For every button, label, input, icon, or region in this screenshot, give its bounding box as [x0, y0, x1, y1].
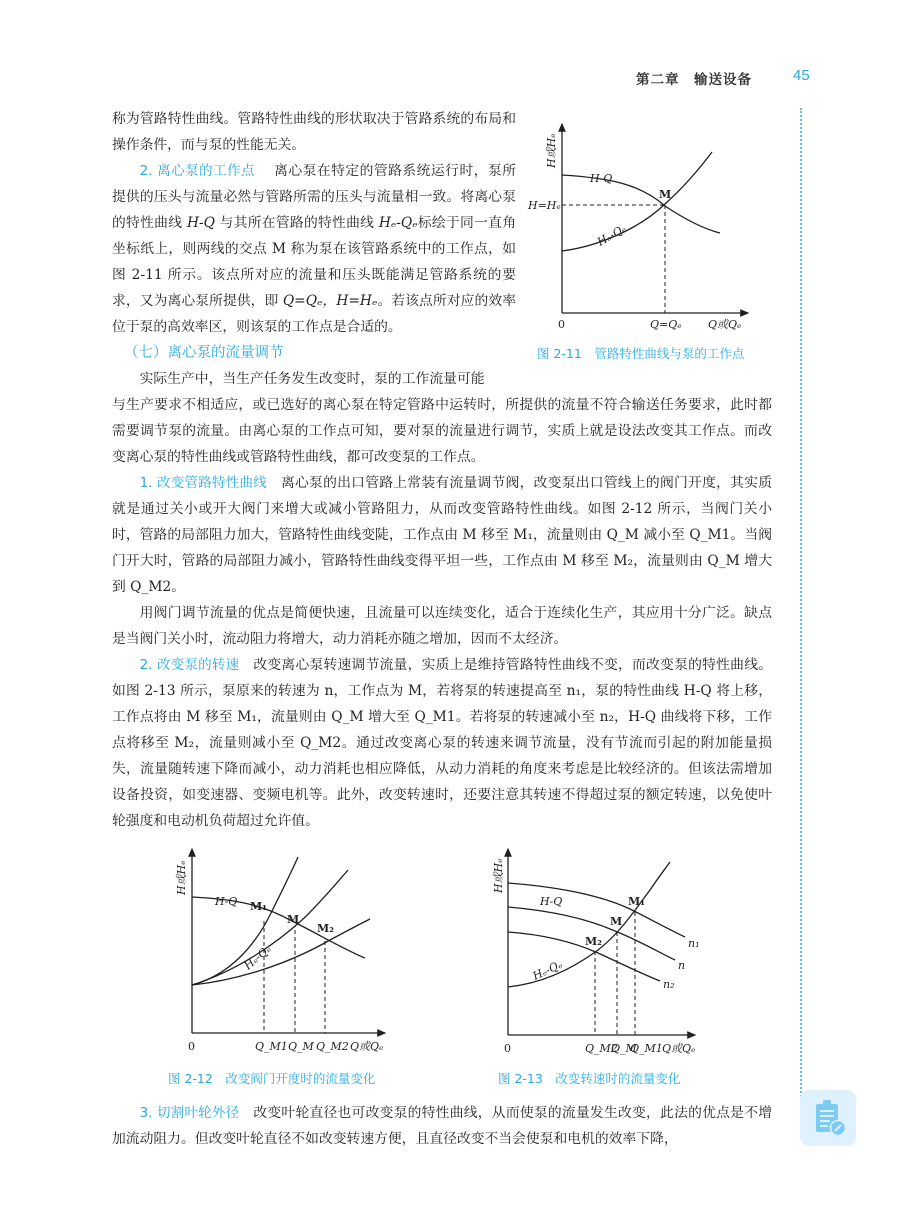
- origin-label: 0: [188, 1040, 195, 1053]
- paragraph-valve-pros-cons: 用阀门调节流量的优点是简便快速，且流量可以连续变化，适合于连续化生产，其应用十分广泛。缺点是当阀门关小时，流动阻力将增大，动力消耗亦随之增加，因而不太经济。: [112, 605, 772, 647]
- point-M2: M₂: [317, 922, 334, 935]
- pump-curve-label: H-Q: [590, 172, 613, 185]
- pump-curve-label: H-Q: [540, 895, 563, 908]
- pump-curve-n: [508, 907, 675, 960]
- figure-2-13-plot: [480, 845, 720, 1055]
- figure-2-11: [530, 118, 770, 362]
- chapter-title: 第二章 输送设备: [636, 72, 752, 88]
- pump-curve-H-Q: [562, 175, 720, 233]
- y-axis-label: H或Hₑ: [492, 858, 505, 893]
- origin-label: 0: [558, 318, 565, 331]
- q-label-m1: Q_M1: [630, 1042, 663, 1055]
- pipe-curve-label: Hₑ-Qₑ: [595, 221, 629, 249]
- point-M2: M₂: [585, 935, 602, 948]
- speed-label-n2: n₂: [663, 978, 675, 991]
- q-label-m2: Q_M2: [585, 1042, 618, 1055]
- point-M: M: [659, 188, 672, 201]
- x-axis-label: Q或Qₑ: [662, 1042, 696, 1055]
- point-M: M: [287, 913, 300, 926]
- subheading-working-point: 2. 离心泵的工作点: [139, 163, 255, 179]
- subheading-change-speed: 2. 改变泵的转速: [139, 657, 240, 673]
- pump-curve-label: H-Q: [215, 895, 238, 908]
- figure-2-12-caption: 图 2-12 改变阀门开度时的流量变化: [168, 1071, 376, 1086]
- paragraph-1: 称为管路特性曲线。管路特性曲线的形状取决于管路系统的布局和操作条件，而与泵的性能无关。: [112, 111, 517, 153]
- figure-2-11-plot: [528, 118, 770, 331]
- margin-dotted-rule: [800, 108, 802, 1108]
- figure-2-12: [160, 845, 400, 1087]
- y-axis-label: H或Hₑ: [545, 133, 558, 168]
- pipe-curve-label: Hₑ-Qₑ: [530, 957, 565, 983]
- x-axis-label: Q或Qₑ: [350, 1040, 384, 1053]
- point-M1: M₁: [250, 900, 267, 913]
- figure-2-12-plot: [160, 845, 400, 1055]
- pump-curve-n2: [508, 932, 660, 981]
- speed-label-n1: n₁: [688, 937, 700, 950]
- q-label: Q=Qₑ: [650, 318, 682, 331]
- clipboard-icon: [800, 1090, 856, 1146]
- paragraph-change-speed: 2. 改变泵的转速 改变离心泵转速调节流量，实质上是维持管路特性曲线不变，而改变泵的特性曲线。如图 2-13 所示，泵原来的转速为 n，工作点为 M，若将泵的转速提高至 n₁，泵的特性曲线 H-Q 将上移，工作点将由 M 移至 M₁，流量则由 Q_M 增大至 Q_M1。若将泵的转速减小至 n₂，H-Q 曲线将下移，工作点将移至 M₂，流量则减小至 Q_M2。通过改变离心泵的转速来调节流量，没有节流而引起的附加能量损失，流量随转速下降而减小，动力消耗也相应降低，从动力消耗的角度来考虑是比较经济的。但该法需增加设备投资，如变速器、变频电机等。此外，改变转速时，还要注意其转速不得超过泵的额定转速，以免使叶轮强度和电动机负荷超过允许值。: [112, 657, 773, 829]
- speed-label-n: n: [678, 959, 686, 972]
- pipe-curve-He-Qe: [508, 862, 670, 987]
- q-label-m1: Q_M1: [255, 1040, 288, 1053]
- point-M: M: [610, 915, 623, 928]
- x-axis-label: Q或Qₑ: [708, 318, 742, 331]
- paragraph-working-point: 2. 离心泵的工作点 离心泵在特定的管路系统运行时，泵所提供的压头与流量必然与管路所需的压头与流量相一致。将离心泵的特性曲线 H-Q 与其所在管路的特性曲线 Hₑ-Qₑ标绘于同一直角坐标纸上，则两线的交点 M 称为泵在该管路系统中的工作点，如图 2-11 所示。该点所对应的流量和压头既能满足管路系统的要求，又为离心泵所提供，即 Q=Qₑ，H=Hₑ。若该点所对应的效率位于泵的高效率区，则该泵的工作点是合适的。: [112, 163, 517, 335]
- figure-2-11-caption: 图 2-11 管路特性曲线与泵的工作点: [537, 346, 745, 361]
- subheading-trim-impeller: 3. 切割叶轮外径: [139, 1105, 240, 1121]
- section-title-flow-regulation: （七）离心泵的流量调节: [124, 345, 284, 361]
- paragraph-trim-impeller: 3. 切割叶轮外径 改变叶轮直径也可改变泵的特性曲线，从而使泵的流量发生改变，此法的优点是不增加流动阻力。但改变叶轮直径不如改变转速方便，且直径改变不当会使泵和电机的效率下降，: [112, 1105, 773, 1147]
- subheading-change-pipe-curve: 1. 改变管路特性曲线: [139, 475, 267, 491]
- paragraph-change-pipe-curve: 1. 改变管路特性曲线 离心泵的出口管路上常装有流量调节阀，改变泵出口管线上的阀门开度，其实质就是通过关小或开大阀门来增大或减小管路阻力，从而改变管路特性曲线。如图 2-12 所示，当阀门关小时，管路的局部阻力加大，管路特性曲线变陡，工作点由 M 移至 M₁，流量则由 Q_M 减小至 Q_M1。当阀门开大时，管路的局部阻力减小，管路特性曲线变得平坦一些，工作点由 M 移至 M₂，流量则由 Q_M 增大到 Q_M2。: [112, 475, 773, 595]
- text-column-bottom: [112, 1100, 772, 1152]
- origin-label: 0: [504, 1042, 511, 1055]
- paragraph-3-rest: 与生产要求不相适应，或已选好的离心泵在特定管路中运转时，所提供的流量不符合输送任务要求，此时都需要调节泵的流量。由离心泵的工作点可知，要对泵的流量进行调节，实质上就是设法改变其工作点。而改变离心泵的特性曲线或管路特性曲线，都可改变泵的工作点。: [112, 397, 772, 465]
- pipe-curve-label: Hₑ-Qₑ: [241, 942, 274, 973]
- page-number: 45: [793, 67, 810, 84]
- y-axis-label: H或Hₑ: [175, 860, 188, 895]
- h-label: H=Hₑ: [528, 199, 561, 212]
- pipe-curve-He-Qe: [562, 152, 712, 251]
- paragraph-3-first-line: 实际生产中，当生产任务发生改变时，泵的工作流量可能: [139, 371, 485, 387]
- figure-2-13: [480, 845, 720, 1087]
- clipboard-note-icon[interactable]: [800, 1090, 856, 1146]
- q-label-m: Q_M: [611, 1042, 637, 1055]
- text-column-top: [112, 106, 516, 392]
- point-M1: M₁: [628, 895, 645, 908]
- figure-2-13-caption: 图 2-13 改变转速时的流量变化: [498, 1071, 681, 1086]
- text-column-main: [112, 392, 772, 834]
- q-label-m2: Q_M2: [316, 1040, 349, 1053]
- running-header: [0, 68, 900, 92]
- q-label-m: Q_M: [288, 1040, 314, 1053]
